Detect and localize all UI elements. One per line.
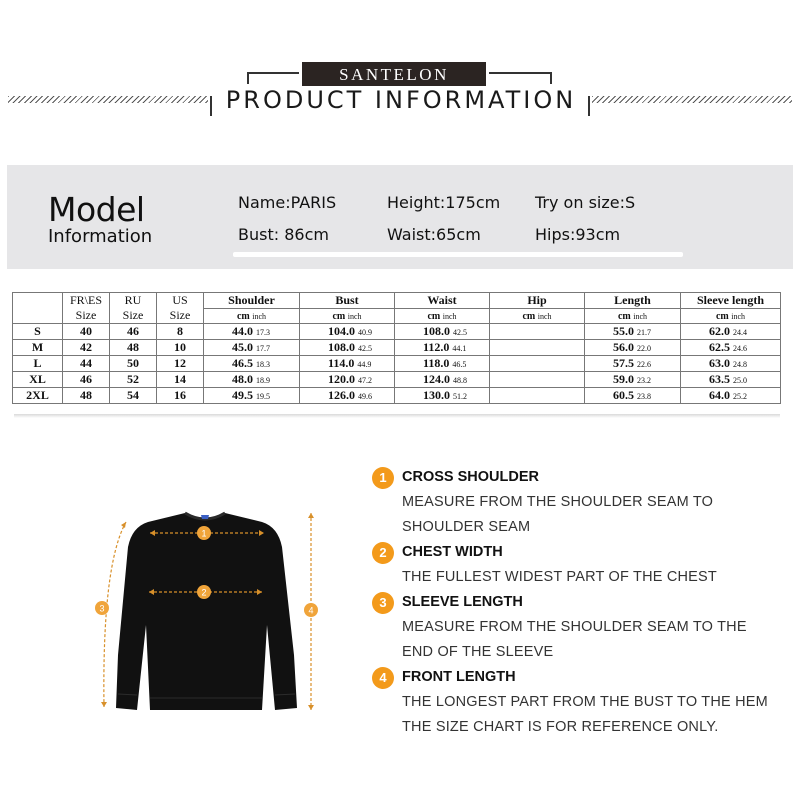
bust-cell-value: 120.0 bbox=[328, 372, 355, 386]
model-name: Name:PARIS bbox=[238, 193, 337, 212]
svg-text:1: 1 bbox=[201, 528, 207, 539]
table-body bbox=[13, 324, 781, 404]
unit-cell bbox=[585, 309, 681, 324]
unit-cm: cm bbox=[427, 310, 441, 322]
size-label-cell bbox=[13, 356, 63, 372]
guide-description: SHOULDER SEAM bbox=[402, 519, 531, 535]
svg-text:4: 4 bbox=[308, 605, 314, 616]
header-waist: Waist bbox=[395, 293, 490, 309]
size-chart-table bbox=[12, 292, 781, 404]
length-cell bbox=[585, 340, 681, 356]
size-label-cell-value: M bbox=[31, 340, 44, 354]
guide-description: END OF THE SLEEVE bbox=[402, 644, 554, 660]
shoulder-cell-inch: 17.7 bbox=[256, 344, 270, 353]
unit-cm: cm bbox=[236, 310, 250, 322]
ru-size-cell-value: 48 bbox=[127, 340, 139, 354]
us-size-cell bbox=[157, 372, 204, 388]
unit-inch: inch bbox=[252, 311, 267, 321]
header-frame-left-vertical bbox=[247, 72, 249, 84]
waist-cell-value: 124.0 bbox=[423, 372, 450, 386]
shoulder-cell-inch: 17.3 bbox=[256, 328, 270, 337]
model-try-on-size: Try on size:S bbox=[535, 193, 636, 212]
size-label-cell-value: L bbox=[33, 356, 42, 370]
sleeve-length-cell bbox=[681, 324, 781, 340]
waist-cell-inch: 48.8 bbox=[453, 376, 467, 385]
us-size-cell bbox=[157, 356, 204, 372]
fr-es-size-cell-value: 42 bbox=[80, 340, 92, 354]
svg-text:2: 2 bbox=[201, 587, 207, 598]
model-hips: Hips:93cm bbox=[535, 225, 621, 244]
header-us-size bbox=[157, 293, 204, 324]
sleeve-length-cell-value: 63.0 bbox=[709, 356, 730, 370]
waist-cell bbox=[395, 324, 490, 340]
guide-title: FRONT LENGTH bbox=[402, 669, 516, 685]
header-hatch-left bbox=[8, 96, 208, 103]
fr-es-size-cell bbox=[63, 324, 110, 340]
us-size-cell-value: 10 bbox=[174, 340, 186, 354]
us-size-cell-value: 12 bbox=[174, 356, 186, 370]
length-cell-inch: 23.2 bbox=[637, 376, 651, 385]
shoulder-cell-inch: 18.3 bbox=[256, 360, 270, 369]
length-cell bbox=[585, 388, 681, 404]
shoulder-cell-inch: 18.9 bbox=[256, 376, 270, 385]
table-corner-cell bbox=[13, 293, 63, 324]
sweater-svg bbox=[80, 505, 330, 720]
us-size-cell-value: 8 bbox=[177, 324, 183, 338]
shoulder-cell bbox=[204, 324, 300, 340]
waist-cell bbox=[395, 356, 490, 372]
shoulder-cell-value: 46.5 bbox=[232, 356, 253, 370]
sleeve-length-cell-value: 62.5 bbox=[709, 340, 730, 354]
size-label-cell bbox=[13, 340, 63, 356]
header-sleeve-length: Sleeve length bbox=[681, 293, 781, 309]
guide-title: CROSS SHOULDER bbox=[402, 469, 539, 485]
length-cell-value: 57.5 bbox=[613, 356, 634, 370]
sweater-shape bbox=[116, 513, 297, 710]
ru-size-cell-value: 52 bbox=[127, 372, 139, 386]
table-row bbox=[13, 356, 781, 372]
sleeve-length-cell-inch: 24.4 bbox=[733, 328, 747, 337]
ru-size-cell bbox=[110, 356, 157, 372]
hip-cell bbox=[490, 372, 585, 388]
sleeve-length-cell-inch: 25.0 bbox=[733, 376, 747, 385]
number-badge-icon: 4 bbox=[372, 667, 394, 689]
waist-cell-inch: 51.2 bbox=[453, 392, 467, 401]
sleeve-length-cell-inch: 24.8 bbox=[733, 360, 747, 369]
length-cell bbox=[585, 324, 681, 340]
length-cell-value: 55.0 bbox=[613, 324, 634, 338]
number-badge-icon: 1 bbox=[372, 467, 394, 489]
bust-cell bbox=[300, 372, 395, 388]
header-ru-size-label: Size bbox=[122, 308, 144, 322]
header-bust: Bust bbox=[300, 293, 395, 309]
bust-cell-inch: 49.6 bbox=[358, 392, 372, 401]
waist-cell bbox=[395, 372, 490, 388]
unit-inch: inch bbox=[731, 311, 746, 321]
length-cell bbox=[585, 372, 681, 388]
model-waist: Waist:65cm bbox=[387, 225, 481, 244]
us-size-cell-value: 14 bbox=[174, 372, 186, 386]
length-cell-value: 60.5 bbox=[613, 388, 634, 402]
header-us-label: US bbox=[172, 293, 188, 307]
waist-cell-inch: 46.5 bbox=[452, 360, 467, 369]
unit-cell bbox=[490, 309, 585, 324]
header-us-size-label: Size bbox=[169, 308, 191, 322]
header-fr-es-label: FR\ES bbox=[69, 293, 102, 307]
ru-size-cell bbox=[110, 388, 157, 404]
bust-cell-inch: 44.9 bbox=[357, 360, 372, 369]
header-fr-es-size bbox=[63, 293, 110, 324]
collar-tag-icon bbox=[201, 515, 209, 519]
ru-size-cell-value: 50 bbox=[127, 356, 139, 370]
us-size-cell bbox=[157, 340, 204, 356]
length-cell-value: 59.0 bbox=[613, 372, 634, 386]
header-hip: Hip bbox=[490, 293, 585, 309]
unit-cell bbox=[395, 309, 490, 324]
svg-text:3: 3 bbox=[99, 603, 105, 614]
bust-cell bbox=[300, 388, 395, 404]
shoulder-cell bbox=[204, 356, 300, 372]
unit-cell bbox=[681, 309, 781, 324]
sleeve-length-cell-inch: 25.2 bbox=[733, 392, 747, 401]
table-row bbox=[13, 372, 781, 388]
waist-cell-value: 118.0 bbox=[423, 356, 450, 370]
length-cell-inch: 22.6 bbox=[637, 360, 651, 369]
hip-cell bbox=[490, 388, 585, 404]
model-height: Height:175cm bbox=[387, 193, 501, 212]
unit-cell bbox=[300, 309, 395, 324]
guide-title: SLEEVE LENGTH bbox=[402, 594, 523, 610]
ru-size-cell bbox=[110, 372, 157, 388]
waist-cell-inch: 44.1 bbox=[452, 344, 467, 353]
shoulder-cell-value: 48.0 bbox=[232, 372, 253, 386]
size-label-cell bbox=[13, 388, 63, 404]
us-size-cell bbox=[157, 324, 204, 340]
bust-cell bbox=[300, 340, 395, 356]
length-cell-inch: 21.7 bbox=[637, 328, 651, 337]
number-badge-icon: 3 bbox=[372, 592, 394, 614]
unit-cm: cm bbox=[522, 310, 536, 322]
size-label-cell bbox=[13, 324, 63, 340]
ru-size-cell-value: 54 bbox=[127, 388, 139, 402]
guide-description: MEASURE FROM THE SHOULDER SEAM TO bbox=[402, 494, 714, 510]
bust-cell-value: 126.0 bbox=[328, 388, 355, 402]
hip-cell bbox=[490, 340, 585, 356]
waist-cell bbox=[395, 388, 490, 404]
fr-es-size-cell bbox=[63, 340, 110, 356]
shoulder-cell bbox=[204, 388, 300, 404]
table-row bbox=[13, 388, 781, 404]
size-label-cell-value: S bbox=[34, 324, 41, 338]
sleeve-length-cell-inch: 24.6 bbox=[733, 344, 747, 353]
hip-cell bbox=[490, 356, 585, 372]
guide-description: THE LONGEST PART FROM THE BUST TO THE HEM bbox=[402, 694, 768, 710]
bust-cell-inch: 47.2 bbox=[358, 376, 372, 385]
ru-size-cell bbox=[110, 340, 157, 356]
ru-size-cell-value: 46 bbox=[127, 324, 139, 338]
bust-cell-value: 104.0 bbox=[328, 324, 355, 338]
length-cell-inch: 23.8 bbox=[637, 392, 651, 401]
fr-es-size-cell-value: 44 bbox=[80, 356, 92, 370]
bust-cell-inch: 40.9 bbox=[358, 328, 372, 337]
fr-es-size-cell-value: 46 bbox=[80, 372, 92, 386]
waist-cell-value: 112.0 bbox=[423, 340, 450, 354]
shoulder-cell bbox=[204, 372, 300, 388]
unit-inch: inch bbox=[442, 311, 457, 321]
fr-es-size-cell-value: 48 bbox=[80, 388, 92, 402]
page-title: PRODUCT INFORMATION bbox=[225, 86, 577, 114]
shoulder-cell-value: 44.0 bbox=[232, 324, 253, 338]
sleeve-length-cell-value: 62.0 bbox=[709, 324, 730, 338]
waist-cell-value: 108.0 bbox=[423, 324, 450, 338]
header-shoulder: Shoulder bbox=[204, 293, 300, 309]
bust-cell bbox=[300, 324, 395, 340]
fr-es-size-cell bbox=[63, 388, 110, 404]
model-bust: Bust: 86cm bbox=[238, 225, 329, 244]
model-heading: Model bbox=[48, 190, 145, 229]
hip-cell bbox=[490, 324, 585, 340]
fr-es-size-cell-value: 40 bbox=[80, 324, 92, 338]
bust-cell bbox=[300, 356, 395, 372]
unit-cm: cm bbox=[332, 310, 346, 322]
header-hatch-right bbox=[592, 96, 792, 103]
band-underline bbox=[233, 252, 683, 257]
table-row bbox=[13, 340, 781, 356]
bust-cell-value: 108.0 bbox=[328, 340, 355, 354]
waist-cell-value: 130.0 bbox=[423, 388, 450, 402]
unit-cell bbox=[204, 309, 300, 324]
shoulder-cell bbox=[204, 340, 300, 356]
size-label-cell bbox=[13, 372, 63, 388]
bust-cell-value: 114.0 bbox=[328, 356, 355, 370]
guide-description: THE SIZE CHART IS FOR REFERENCE ONLY. bbox=[402, 719, 719, 735]
header-frame-right-vertical bbox=[550, 72, 552, 84]
sleeve-length-cell bbox=[681, 356, 781, 372]
length-cell bbox=[585, 356, 681, 372]
waist-cell bbox=[395, 340, 490, 356]
table-header-row bbox=[13, 293, 781, 309]
header-fr-es-size-label: Size bbox=[75, 308, 97, 322]
header-frame-top-left bbox=[247, 72, 299, 74]
guide-description: MEASURE FROM THE SHOULDER SEAM TO THE bbox=[402, 619, 747, 635]
table-row bbox=[13, 324, 781, 340]
unit-inch: inch bbox=[347, 311, 362, 321]
length-cell-inch: 22.0 bbox=[637, 344, 651, 353]
guide-title: CHEST WIDTH bbox=[402, 544, 503, 560]
sweater-diagram bbox=[80, 505, 330, 720]
table-shadow bbox=[14, 414, 780, 418]
unit-cm: cm bbox=[715, 310, 729, 322]
header-ru-label: RU bbox=[124, 293, 142, 307]
size-label-cell-value: XL bbox=[29, 372, 46, 386]
sleeve-length-cell bbox=[681, 340, 781, 356]
sleeve-length-cell-value: 63.5 bbox=[709, 372, 730, 386]
marker-4-front-length bbox=[304, 513, 318, 710]
fr-es-size-cell bbox=[63, 372, 110, 388]
header-ru-size bbox=[110, 293, 157, 324]
header-frame-top-right bbox=[489, 72, 552, 74]
number-badge-icon: 2 bbox=[372, 542, 394, 564]
sleeve-length-cell bbox=[681, 372, 781, 388]
unit-inch: inch bbox=[633, 311, 648, 321]
sleeve-length-cell-value: 64.0 bbox=[709, 388, 730, 402]
us-size-cell bbox=[157, 388, 204, 404]
size-label-cell-value: 2XL bbox=[26, 388, 49, 402]
brand-logo: SANTELON bbox=[302, 62, 486, 86]
bust-cell-inch: 42.5 bbox=[358, 344, 372, 353]
shoulder-cell-inch: 19.5 bbox=[256, 392, 270, 401]
ru-size-cell bbox=[110, 324, 157, 340]
header-length: Length bbox=[585, 293, 681, 309]
fr-es-size-cell bbox=[63, 356, 110, 372]
unit-inch: inch bbox=[537, 311, 552, 321]
us-size-cell-value: 16 bbox=[174, 388, 186, 402]
unit-cm: cm bbox=[617, 310, 631, 322]
shoulder-cell-value: 49.5 bbox=[232, 388, 253, 402]
length-cell-value: 56.0 bbox=[613, 340, 634, 354]
sleeve-length-cell bbox=[681, 388, 781, 404]
waist-cell-inch: 42.5 bbox=[453, 328, 467, 337]
guide-description: THE FULLEST WIDEST PART OF THE CHEST bbox=[402, 569, 717, 585]
shoulder-cell-value: 45.0 bbox=[232, 340, 253, 354]
model-subheading: Information bbox=[48, 226, 153, 247]
